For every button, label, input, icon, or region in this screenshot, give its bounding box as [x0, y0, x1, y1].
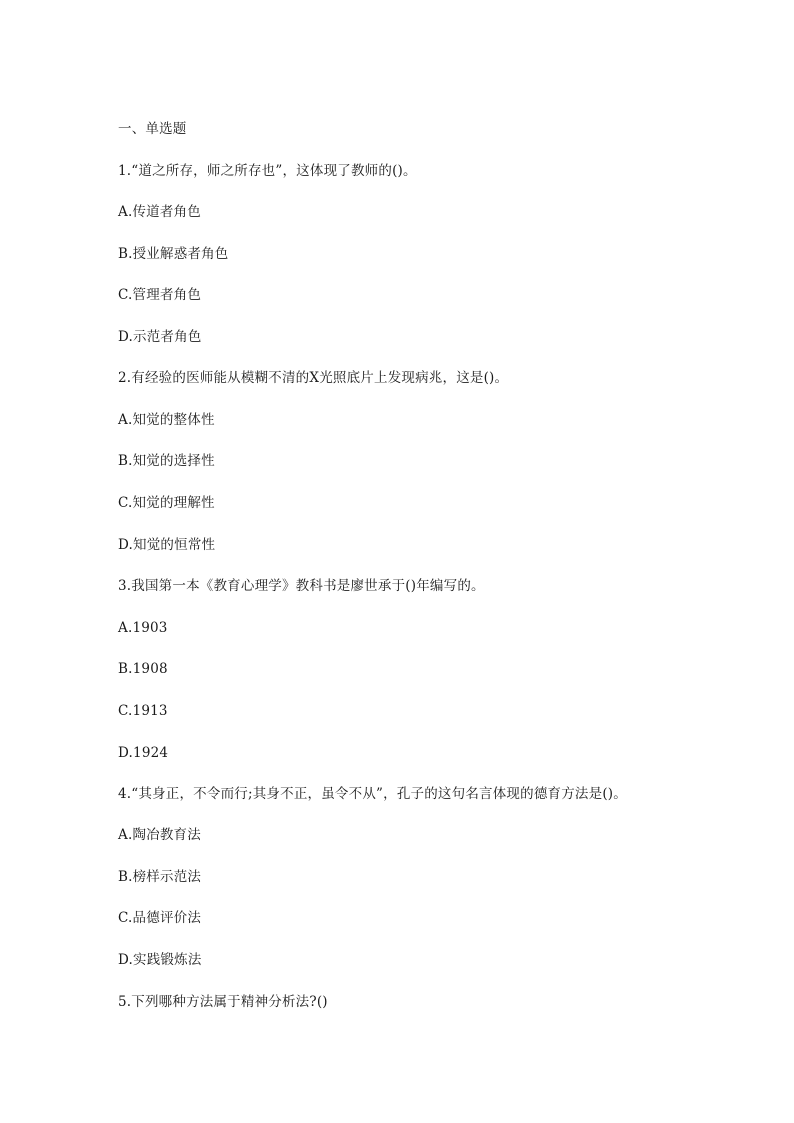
- question-3-option-d: D.1924: [118, 745, 169, 761]
- question-1-option-d: D.示范者角色: [118, 329, 202, 345]
- question-5-stem: 5.下列哪种方法属于精神分析法?(): [118, 994, 328, 1010]
- question-2-option-d: D.知觉的恒常性: [118, 537, 216, 553]
- question-3-option-c: C.1913: [118, 703, 168, 719]
- question-1-option-a: A.传道者角色: [118, 204, 201, 220]
- question-1-option-b: B.授业解惑者角色: [118, 246, 229, 262]
- question-1-stem: 1.“道之所存，师之所存也”，这体现了教师的()。: [118, 163, 417, 179]
- question-4-option-b: B.榜样示范法: [118, 869, 202, 885]
- question-3-option-a: A.1903: [118, 620, 168, 636]
- question-2-option-a: A.知觉的整体性: [118, 412, 215, 428]
- question-4-stem: 4.“其身正，不令而行;其身不正，虽令不从”，孔子的这句名言体现的德育方法是()。: [118, 786, 627, 802]
- question-4-option-a: A.陶冶教育法: [118, 827, 201, 843]
- section-title: 一、单选题: [118, 121, 187, 137]
- question-1-option-c: C.管理者角色: [118, 287, 202, 303]
- question-2-stem: 2.有经验的医师能从模糊不清的X光照底片上发现病兆，这是()。: [118, 370, 509, 386]
- question-3-option-b: B.1908: [118, 661, 168, 677]
- question-4-option-d: D.实践锻炼法: [118, 952, 202, 968]
- question-2-option-c: C.知觉的理解性: [118, 495, 215, 511]
- question-2-option-b: B.知觉的选择性: [118, 453, 215, 469]
- question-4-option-c: C.品德评价法: [118, 910, 202, 926]
- question-3-stem: 3.我国第一本《教育心理学》教科书是廖世承于()年编写的。: [118, 578, 485, 594]
